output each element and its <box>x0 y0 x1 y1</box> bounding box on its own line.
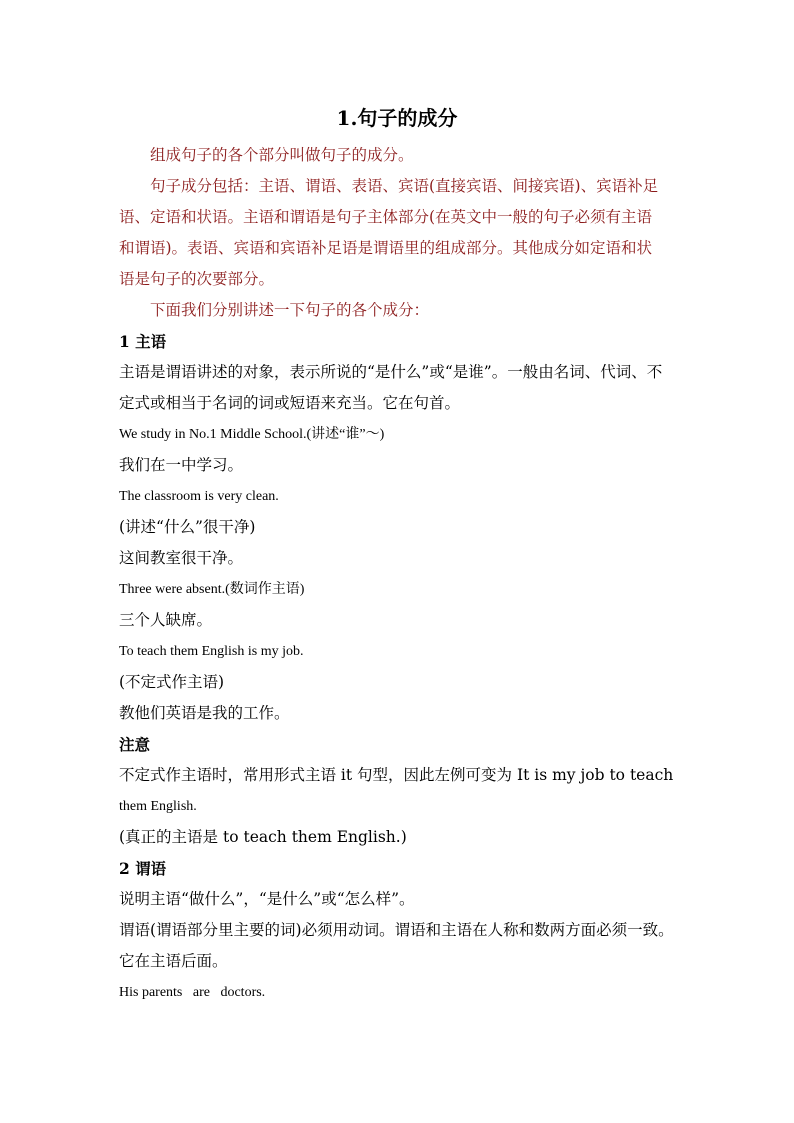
paragraph-line: 语是句子的次要部分。 <box>119 270 275 288</box>
paragraph-line: 语、定语和状语。主语和谓语是句子主体部分(在英文中一般的句子必须有主语 <box>119 208 653 226</box>
paragraph-line: 定式或相当于名词的词或短语来充当。它在句首。 <box>119 394 461 412</box>
paragraph-line: 主语是谓语讲述的对象，表示所说的“是什么”或“是谁”。一般由名词、代词、不 <box>119 363 663 381</box>
paragraph-line: 句子成分包括：主语、谓语、表语、宾语(直接宾语、间接宾语)、宾语补足 <box>150 177 659 195</box>
example-translation: 三个人缺席。 <box>119 611 213 629</box>
example-sentence: Three were absent.(数词作主语) <box>119 582 305 597</box>
paragraph-line: 谓语(谓语部分里主要的词)必须用动词。谓语和主语在人称和数两方面必须一致。 <box>119 921 674 939</box>
paragraph-line: 不定式作主语时，常用形式主语 it 句型，因此左例可变为 It is my job to teach <box>119 766 674 784</box>
example-sentence: To teach them English is my job. <box>119 644 304 659</box>
document-title: 1.句子的成分 <box>336 106 458 130</box>
paragraph-line: 和谓语)。表语、宾语和宾语补足语是谓语里的组成部分。其他成分如定语和状 <box>119 239 653 257</box>
note-heading: 注意 <box>119 735 151 754</box>
section-heading-subject: 1 主语 <box>119 332 167 351</box>
paragraph-line: 它在主语后面。 <box>119 952 228 970</box>
example-translation: 这间教室很干净。 <box>119 549 244 567</box>
paragraph-line: 说明主语“做什么”，“是什么”或“怎么样”。 <box>119 890 415 908</box>
example-sentence: The classroom is very clean. <box>119 489 279 504</box>
example-note: (讲述“什么”很干净) <box>119 518 256 536</box>
paragraph-line: 下面我们分别讲述一下句子的各个成分： <box>150 301 430 319</box>
document-body <box>119 140 679 1008</box>
example-sentence: We study in No.1 Middle School.(讲述“谁”～) <box>119 427 385 442</box>
paragraph-line: them English. <box>119 799 197 814</box>
example-translation: 教他们英语是我的工作。 <box>119 704 290 722</box>
example-note: (真正的主语是 to teach them English.) <box>119 828 407 846</box>
example-translation: 我们在一中学习。 <box>119 456 244 474</box>
paragraph-line: 组成句子的各个部分叫做句子的成分。 <box>150 146 414 164</box>
example-sentence: His parents are doctors. <box>119 985 266 1000</box>
example-note: (不定式作主语) <box>119 673 225 691</box>
section-heading-predicate: 2 谓语 <box>119 859 167 878</box>
